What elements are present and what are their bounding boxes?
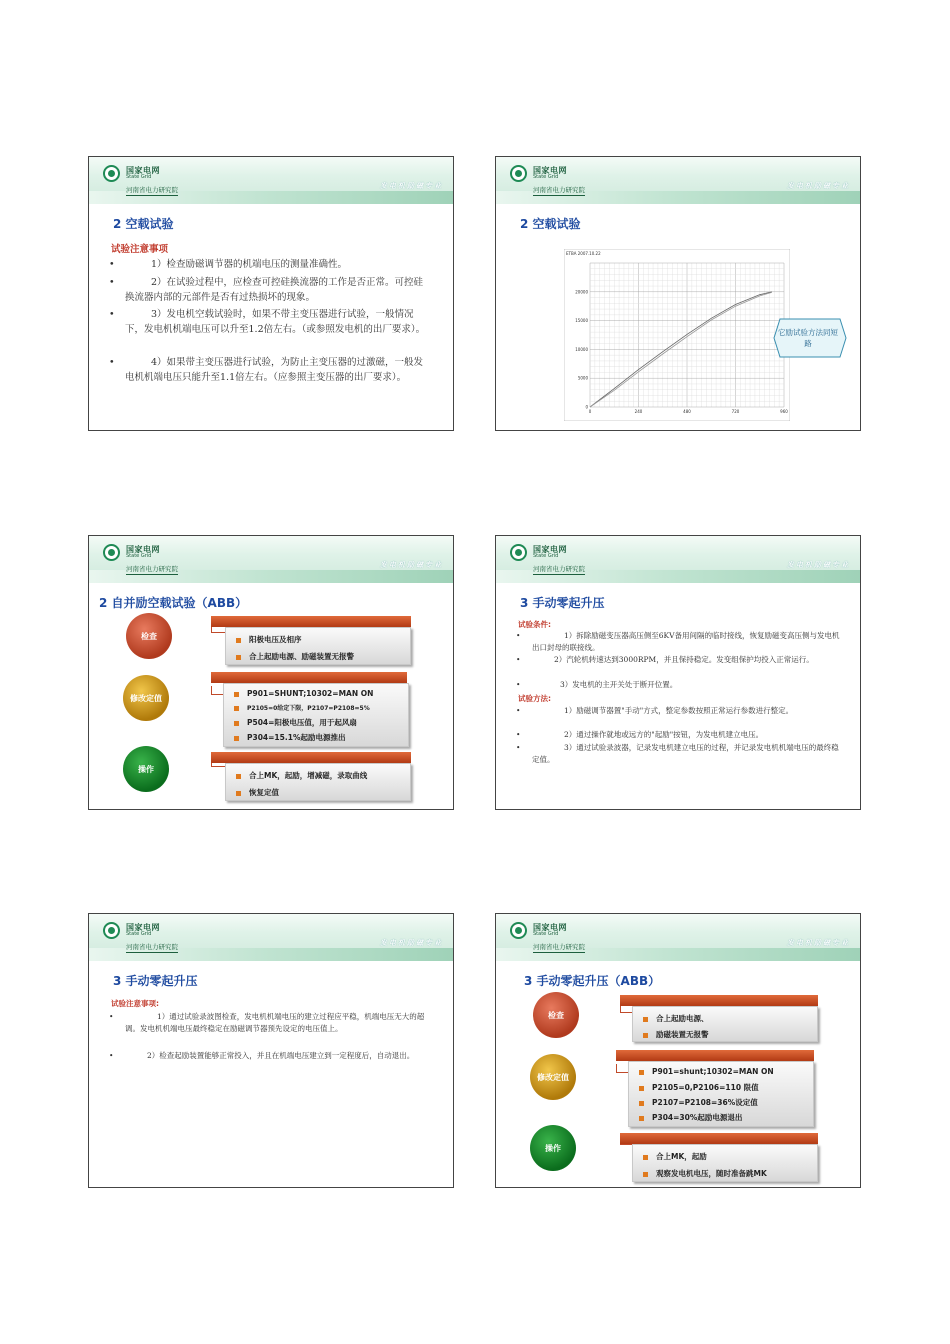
step-box-modify: P901=shunt;10302=MAN ON P2105=0,P2106=110 限值 P2107=P2108=36%设定值 P304=30%起励电源退出 xyxy=(628,1061,814,1127)
slide-6 xyxy=(495,913,861,1188)
institute-name: 河南省电力研究院 xyxy=(126,186,178,194)
list-item: • 2）汽轮机转速达到3000RPM，并且保持稳定。发变组保护均投入正常运行。 xyxy=(516,655,814,664)
slide-4 xyxy=(495,535,861,810)
slogan: 发电机励磁专业 xyxy=(787,182,850,190)
list-item: • 3）发电机空载试验时，如果不带主变压器进行试验，一般情况下，发电机机端电压可以升至1.2倍左右。（或参照发电机的出厂要求）。 xyxy=(109,309,426,335)
callout-text: 它励试验方法同短路 xyxy=(778,328,838,348)
institute-name: 河南省电力研究院 xyxy=(533,186,585,194)
state-grid-logo-icon xyxy=(510,922,527,939)
org-name: 国家电网 xyxy=(126,923,160,932)
list-item: • 1）拆除励磁变压器高压侧至6KV备用间隔的临时接线，恢复励磁变高压侧与发电机出口封母的联接线。 xyxy=(516,631,840,652)
x-tick-label: 480 xyxy=(683,409,691,414)
slide-header xyxy=(89,157,453,204)
slogan: 发电机励磁专业 xyxy=(787,561,850,569)
slide-header xyxy=(496,157,860,204)
list-item: • 1）检查励磁调节器的机端电压的测量准确性。 xyxy=(109,259,348,270)
x-tick-label: 240 xyxy=(634,409,643,414)
chart-header: ETBA 2007.10.22 xyxy=(566,251,601,256)
section-heading: 试验方法: xyxy=(518,694,551,703)
slogan: 发电机励磁专业 xyxy=(380,182,443,190)
section-heading: 试验条件: xyxy=(518,620,551,629)
slide-header xyxy=(89,536,453,583)
slide-header xyxy=(89,914,453,961)
state-grid-logo-icon xyxy=(510,165,527,182)
org-name: 国家电网 xyxy=(126,166,160,175)
list-item: • 2）在试验过程中，应检查可控硅换流器的工作是否正常。可控硅换流器内部的元部件是否有过热损坏的现象。 xyxy=(109,277,424,303)
list-item: • 1）通过试验录波图检查，发电机机端电压的建立过程应平稳，机端电压无大的超调。发电机机端电压最终稳定在励磁调节器预先设定的电压值上。 xyxy=(109,1012,425,1033)
institute-name: 河南省电力研究院 xyxy=(126,943,178,951)
slide-title: 3 手动零起升压（ABB） xyxy=(524,974,661,988)
slide-1 xyxy=(88,156,454,431)
org-name-en: State Grid xyxy=(533,931,559,937)
section-heading: 试验注意事项 xyxy=(111,244,169,255)
slide-title: 2 空载试验 xyxy=(520,217,581,231)
step-box-operate: 合上MK，起励 观察发电机电压，随时准备跳MK xyxy=(632,1144,818,1182)
institute-name: 河南省电力研究院 xyxy=(533,943,585,951)
slide-title: 3 手动零起升压 xyxy=(520,596,605,610)
list-item: • 2）检查起励装置能够正常投入，并且在机端电压建立到一定程度后，自动退出。 xyxy=(109,1051,415,1060)
step-box-check: 合上起励电源、 励磁装置无报警 xyxy=(632,1006,818,1042)
step-circle-modify: 修改定值 xyxy=(530,1054,576,1100)
slogan: 发电机励磁专业 xyxy=(380,939,443,947)
slide-title: 2 自并励空载试验（ABB） xyxy=(99,596,248,610)
y-tick-label: 5000 xyxy=(577,375,588,381)
state-grid-logo-icon xyxy=(510,544,527,561)
org-name-en: State Grid xyxy=(533,553,559,559)
slide-3 xyxy=(88,535,454,810)
institute-name: 河南省电力研究院 xyxy=(533,565,585,573)
state-grid-logo-icon xyxy=(103,922,120,939)
x-tick-label: 960 xyxy=(780,409,788,414)
step-circle-operate: 操作 xyxy=(530,1125,576,1171)
org-name: 国家电网 xyxy=(533,166,567,175)
org-name-en: State Grid xyxy=(126,553,152,559)
slide-title: 3 手动零起升压 xyxy=(113,974,198,988)
step-circle-modify: 修改定值 xyxy=(123,675,169,721)
y-tick-label: 20000 xyxy=(575,289,588,295)
slogan: 发电机励磁专业 xyxy=(380,561,443,569)
org-name: 国家电网 xyxy=(533,545,567,554)
state-grid-logo-icon xyxy=(103,165,120,182)
step-circle-check: 检查 xyxy=(126,613,172,659)
org-name-en: State Grid xyxy=(126,931,152,937)
slide-2 xyxy=(495,156,861,431)
section-heading: 试验注意事项: xyxy=(111,999,159,1008)
y-tick-label: 10000 xyxy=(575,346,588,352)
org-name: 国家电网 xyxy=(126,545,160,554)
list-item: • 3）发电机的主开关处于断开位置。 xyxy=(516,680,678,689)
y-tick-label: 15000 xyxy=(575,318,588,324)
list-item: • 3）通过试验录波器，记录发电机建立电压的过程，并记录发电机机端电压的最终稳定值。 xyxy=(516,743,839,764)
list-item: • 2）通过操作就地或远方的"起励"按钮，为发电机建立电压。 xyxy=(516,730,764,739)
org-name: 国家电网 xyxy=(533,923,567,932)
institute-name: 河南省电力研究院 xyxy=(126,565,178,573)
slogan: 发电机励磁专业 xyxy=(787,939,850,947)
org-name-en: State Grid xyxy=(533,174,559,180)
step-circle-operate: 操作 xyxy=(123,746,169,792)
slide-header xyxy=(496,914,860,961)
list-item: • 1）励磁调节器置"手动"方式，整定参数按照正常运行参数进行整定。 xyxy=(516,706,794,715)
state-grid-logo-icon xyxy=(103,544,120,561)
step-box-modify: P901=SHUNT;10302=MAN ON P2105=0给定下限，P2107=P2108=5% P504=阳极电压值，用于起风扇 P304=15.1%起励电源推出 xyxy=(223,683,409,747)
slide-5 xyxy=(88,913,454,1188)
no-load-curve-chart xyxy=(564,249,790,421)
step-box-check: 阳极电压及相序 合上起励电源、励磁装置无报警 xyxy=(225,627,411,665)
step-circle-check: 检查 xyxy=(533,992,579,1038)
x-tick-label: 720 xyxy=(731,409,740,414)
x-tick-label: 0 xyxy=(588,409,592,414)
y-tick-label: 0 xyxy=(585,404,588,410)
slide-title: 2 空载试验 xyxy=(113,217,174,231)
org-name-en: State Grid xyxy=(126,174,152,180)
step-box-operate: 合上MK，起励，增减磁，录取曲线 恢复定值 xyxy=(225,763,411,801)
list-item: • 4）如果带主变压器进行试验，为防止主变压器的过激磁，一般发电机机端电压只能升至1.1倍左右。（应参照主变压器的出厂要求）。 xyxy=(109,357,424,383)
slide-header xyxy=(496,536,860,583)
